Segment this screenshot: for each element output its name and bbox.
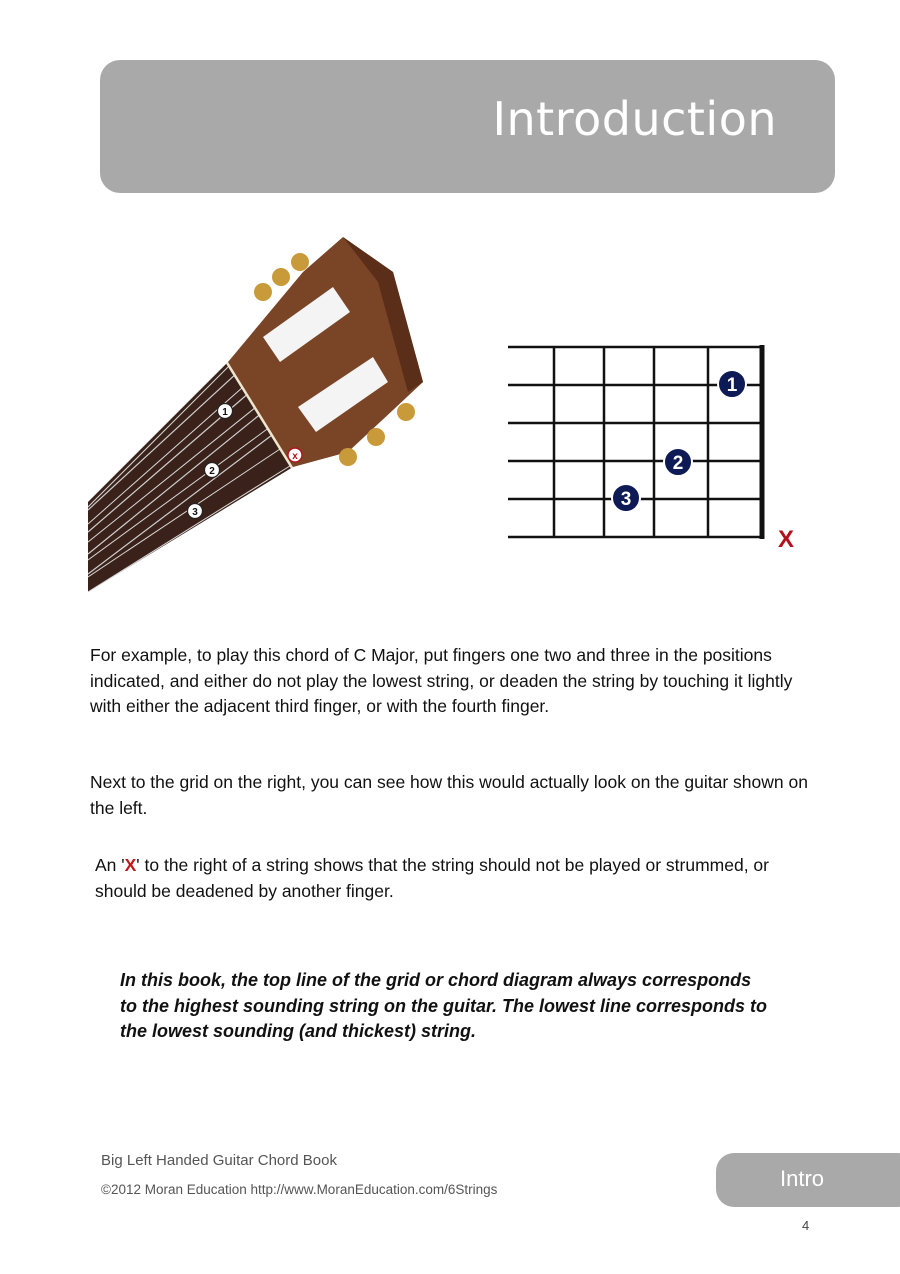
paragraph-grid-vs-guitar: Next to the grid on the right, you can see how this would actually look on the guitar shown on the left. — [90, 772, 808, 818]
grid-finger-3 — [612, 484, 640, 512]
grid-muted-x: X — [777, 526, 795, 553]
important-note: In this book, the top line of the grid or chord diagram always corresponds to the highest sounding string on the guitar. The lowest line corresponds to the lowest sounding (and thickest) string. — [120, 970, 768, 1041]
photo-finger-1 — [218, 404, 233, 419]
svg-text:2: 2 — [672, 453, 684, 474]
svg-text:2: 2 — [209, 466, 215, 477]
photo-finger-3 — [188, 504, 203, 519]
para3-suffix: ' to the right of a string shows that the string should not be played or strummed, or should be deadened by another finger. — [95, 855, 769, 901]
svg-text:1: 1 — [726, 375, 738, 396]
title-banner — [100, 60, 835, 193]
svg-text:x: x — [292, 451, 298, 462]
paragraph-x-meaning — [95, 853, 815, 904]
chord-grid-diagram — [500, 335, 820, 565]
svg-text:3: 3 — [192, 507, 198, 518]
footer-book-title: Big Left Handed Guitar Chord Book — [101, 1152, 337, 1169]
photo-muted-marker — [288, 448, 302, 462]
para3-prefix: An ' — [95, 855, 125, 875]
grid-finger-2 — [664, 448, 692, 476]
svg-text:1: 1 — [222, 407, 228, 418]
section-tab — [716, 1153, 900, 1207]
footer-copyright: ©2012 Moran Education http://www.MoranEducation.com/6Strings — [101, 1182, 498, 1197]
page-title: Introduction — [492, 92, 777, 146]
x-mark: X — [124, 855, 137, 875]
grid-finger-1 — [718, 370, 746, 398]
section-tab-label: Intro — [780, 1166, 825, 1191]
page-number: 4 — [802, 1218, 810, 1233]
svg-text:3: 3 — [620, 489, 632, 510]
photo-finger-2 — [205, 463, 220, 478]
paragraph-c-major: For example, to play this chord of C Major, put fingers one two and three in the positions indicated, and either do not play the lowest string, or deaden the string by touching it lightly with either the adjacent third finger, or with the fourth finger. — [90, 645, 793, 716]
guitar-headstock-photo — [88, 232, 438, 592]
